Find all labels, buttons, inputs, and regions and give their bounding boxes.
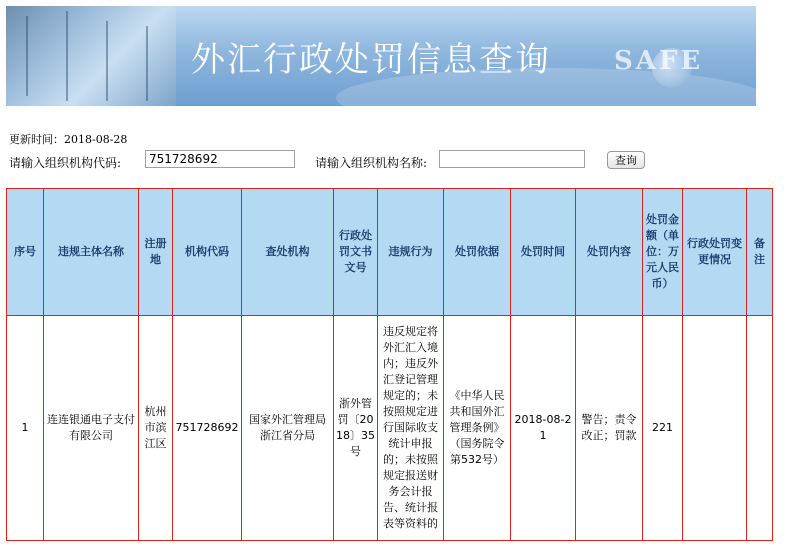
- org-name-label: 请输入组织机构名称:: [315, 156, 428, 170]
- cell-basis: 《中华人民共和国外汇管理条例》（国务院令第532号）: [444, 316, 511, 541]
- update-time: [9, 131, 127, 147]
- org-code-input[interactable]: [145, 150, 295, 168]
- col-header-amount: 处罚金额（单位：万元人民币）: [643, 189, 683, 316]
- col-header-remark: 备注: [747, 189, 773, 316]
- cell-violation: 违反规定将外汇汇入境内；违反外汇登记管理规定的；未按照规定进行国际收支统计申报的；未按照规定报送财务会计报告、统计报表等资料的: [378, 316, 444, 541]
- col-header-violation: 违规行为: [378, 189, 444, 316]
- col-header-authority: 查处机构: [242, 189, 334, 316]
- col-header-org-code: 机构代码: [173, 189, 242, 316]
- cell-registration: 杭州市滨江区: [139, 316, 173, 541]
- col-header-index: 序号: [7, 189, 44, 316]
- cell-org-code: 751728692: [173, 316, 242, 541]
- cell-content: 警告；责令改正；罚款: [576, 316, 643, 541]
- penalty-table: [6, 188, 773, 541]
- building-line: [106, 21, 108, 101]
- col-header-registration: 注册地: [139, 189, 173, 316]
- cell-change: [683, 316, 747, 541]
- col-header-change: 行政处罚变更情况: [683, 189, 747, 316]
- cell-document-no: 浙外管罚〔2018〕35号: [334, 316, 378, 541]
- col-header-document-no: 行政处罚文书文号: [334, 189, 378, 316]
- cell-entity: 连连银通电子支付有限公司: [44, 316, 139, 541]
- building-line: [66, 11, 68, 101]
- building-line: [146, 26, 148, 101]
- cell-remark: [747, 316, 773, 541]
- table-row: [7, 316, 773, 541]
- col-header-content: 处罚内容: [576, 189, 643, 316]
- cell-amount: 221: [643, 316, 683, 541]
- col-header-entity: 违规主体名称: [44, 189, 139, 316]
- col-header-basis: 处罚依据: [444, 189, 511, 316]
- cell-index: 1: [7, 316, 44, 541]
- cell-authority: 国家外汇管理局浙江省分局: [242, 316, 334, 541]
- search-button[interactable]: 查询: [607, 151, 645, 169]
- header-banner: [6, 6, 756, 106]
- org-name-input[interactable]: [439, 150, 585, 168]
- cell-date: 2018-08-21: [511, 316, 576, 541]
- banner-title: 外汇行政处罚信息查询: [191, 40, 551, 80]
- col-header-date: 处罚时间: [511, 189, 576, 316]
- table-header-row: [7, 189, 773, 316]
- building-image: [6, 6, 176, 106]
- building-line: [26, 16, 28, 96]
- update-label: 更新时间：: [9, 133, 64, 146]
- safe-logo: SAFE: [614, 46, 704, 76]
- update-date: 2018-08-28: [64, 133, 128, 146]
- org-code-label: 请输入组织机构代码:: [9, 156, 122, 170]
